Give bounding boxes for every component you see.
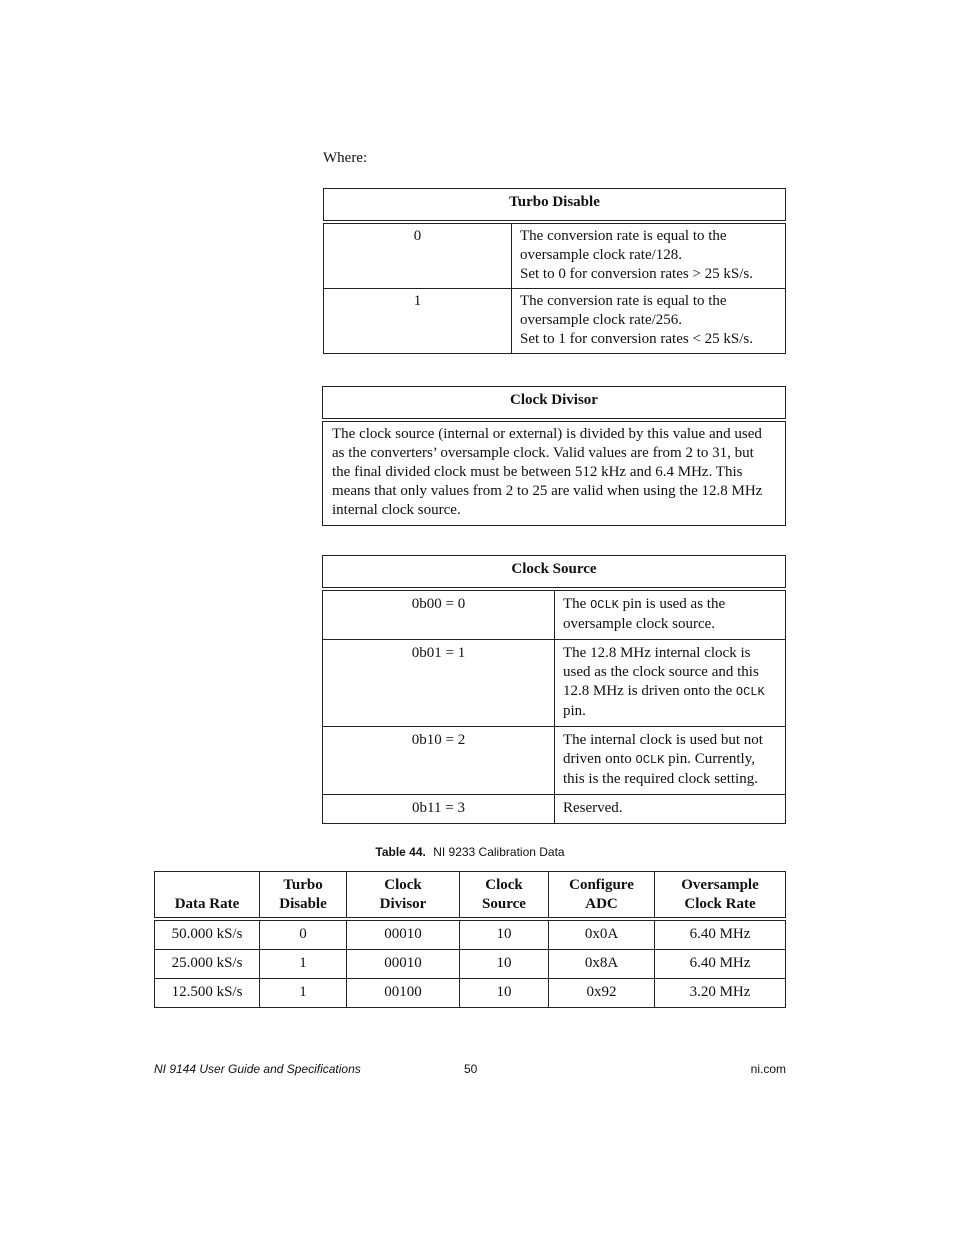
- cell-oversample-clock-rate: 3.20 MHz: [655, 979, 786, 1008]
- divisor-table-header: Clock Divisor: [323, 387, 786, 421]
- col-header-turbo-disable: Turbo Disable: [260, 872, 347, 920]
- clock-divisor-table: [322, 386, 786, 526]
- clock-source-table: [322, 555, 786, 824]
- cell-data-rate: 50.000 kS/s: [155, 919, 260, 950]
- source-value: 0b11 = 3: [323, 795, 555, 824]
- table-row: [323, 727, 786, 795]
- cell-clock-source: 10: [460, 919, 549, 950]
- desc-line: Set to 1 for conversion rates < 25 kS/s.: [520, 331, 754, 347]
- cell-clock-divisor: 00100: [347, 979, 460, 1008]
- cell-data-rate: 12.500 kS/s: [155, 979, 260, 1008]
- turbo-value: 1: [324, 289, 512, 354]
- text-span: The: [563, 596, 591, 612]
- desc-line: means that only values from 2 to 25 are valid when using the 12.8 MHz: [332, 483, 763, 499]
- cell-oversample-clock-rate: 6.40 MHz: [655, 950, 786, 979]
- table-row: [323, 640, 786, 727]
- col-header-configure-adc: Configure ADC: [549, 872, 655, 920]
- source-description: [555, 795, 786, 824]
- desc-line: oversample clock source.: [563, 616, 716, 632]
- desc-line: [563, 595, 777, 615]
- text-span: pin. Currently,: [664, 751, 755, 767]
- cell-data-rate: 25.000 kS/s: [155, 950, 260, 979]
- table-row: [323, 420, 786, 526]
- table-caption: [154, 845, 786, 859]
- desc-line: pin.: [563, 703, 586, 719]
- footer-website: ni.com: [750, 1062, 786, 1076]
- desc-line: oversample clock rate/128.: [520, 247, 683, 263]
- caption-text: NI 9233 Calibration Data: [433, 845, 565, 859]
- desc-line: internal clock source.: [332, 502, 461, 518]
- desc-line: used as the clock source and this: [563, 664, 759, 680]
- code-oclk: OCLK: [735, 685, 765, 699]
- desc-line: [563, 750, 777, 770]
- cell-configure-adc: 0x0A: [549, 919, 655, 950]
- footer-document-title: NI 9144 User Guide and Specifications: [154, 1062, 361, 1076]
- cell-clock-divisor: 00010: [347, 919, 460, 950]
- desc-line: as the converters’ oversample clock. Valid values are from 2 to 31, but: [332, 445, 754, 461]
- caption-label: Table 44.: [375, 845, 426, 859]
- intro-text: Where:: [323, 150, 368, 166]
- desc-line: Set to 0 for conversion rates > 25 kS/s.: [520, 266, 754, 282]
- cell-turbo-disable: 1: [260, 950, 347, 979]
- source-description: [555, 727, 786, 795]
- desc-line: The conversion rate is equal to the: [520, 293, 727, 309]
- desc-line: this is the required clock setting.: [563, 771, 758, 787]
- cell-oversample-clock-rate: 6.40 MHz: [655, 919, 786, 950]
- source-value: 0b10 = 2: [323, 727, 555, 795]
- desc-line: The 12.8 MHz internal clock is: [563, 645, 751, 661]
- desc-line: [563, 682, 777, 702]
- col-header-data-rate: Data Rate: [155, 872, 260, 920]
- calibration-table: [154, 871, 786, 1008]
- desc-line: Reserved.: [563, 800, 623, 816]
- source-table-header: Clock Source: [323, 556, 786, 590]
- source-value: 0b01 = 1: [323, 640, 555, 727]
- text-span: 12.8 MHz is driven onto the: [563, 683, 736, 699]
- turbo-description: [512, 289, 786, 354]
- turbo-description: [512, 222, 786, 289]
- table-row: [155, 919, 786, 950]
- cell-clock-divisor: 00010: [347, 950, 460, 979]
- table-row: [324, 289, 786, 354]
- cell-clock-source: 10: [460, 950, 549, 979]
- col-header-clock-source: Clock Source: [460, 872, 549, 920]
- desc-line: the final divided clock must be between 512 kHz and 6.4 MHz. This: [332, 464, 743, 480]
- turbo-table-header: Turbo Disable: [324, 189, 786, 223]
- turbo-disable-table: [323, 188, 786, 354]
- source-value: 0b00 = 0: [323, 589, 555, 640]
- footer-page-number: 50: [464, 1062, 478, 1076]
- text-span: driven onto: [563, 751, 636, 767]
- table-row: [155, 979, 786, 1008]
- desc-line: The internal clock is used but not: [563, 732, 763, 748]
- cell-turbo-disable: 1: [260, 979, 347, 1008]
- text-span: pin is used as the: [618, 596, 726, 612]
- table-row: [155, 950, 786, 979]
- desc-line: oversample clock rate/256.: [520, 312, 683, 328]
- desc-line: The clock source (internal or external) is divided by this value and used: [332, 426, 762, 442]
- col-header-clock-divisor: Clock Divisor: [347, 872, 460, 920]
- cell-clock-source: 10: [460, 979, 549, 1008]
- table-row: [323, 589, 786, 640]
- table-header-row: [155, 872, 786, 920]
- desc-line: The conversion rate is equal to the: [520, 228, 727, 244]
- cell-configure-adc: 0x8A: [549, 950, 655, 979]
- source-description: [555, 640, 786, 727]
- table-row: [323, 795, 786, 824]
- code-oclk: OCLK: [635, 753, 665, 767]
- source-description: [555, 589, 786, 640]
- col-header-oversample-clock-rate: Oversample Clock Rate: [655, 872, 786, 920]
- divisor-description: [323, 420, 786, 526]
- code-oclk: OCLK: [590, 598, 619, 612]
- cell-configure-adc: 0x92: [549, 979, 655, 1008]
- turbo-value: 0: [324, 222, 512, 289]
- table-row: [324, 222, 786, 289]
- cell-turbo-disable: 0: [260, 919, 347, 950]
